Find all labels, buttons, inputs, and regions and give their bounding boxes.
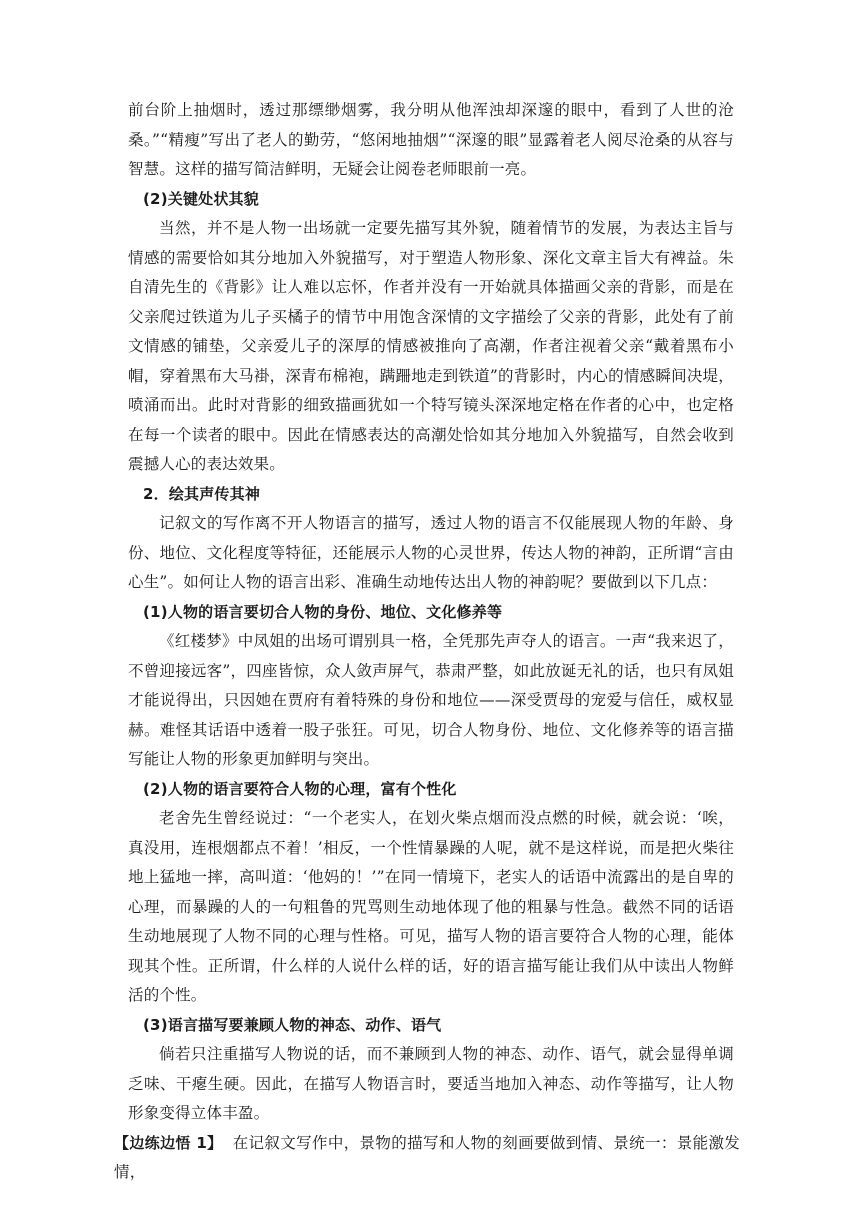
- paragraph-2: 当然，并不是人物一出场就一定要先描写其外貌，随着情节的发展，为表达主旨与情感的需要恰如其分地加入外貌描写，对于塑造人物形象、深化文章主旨大有裨益。朱自清先生的《背影》让人难以忘怀，作者并没有一开始就具体描画父亲的背影，而是在父亲爬过铁道为儿子买橘子的情节中用饱含深情的文字描绘了父亲的背影，此处有了前文情感的铺垫，父亲爱儿子的深厚的情感被推向了高潮，作者注视着父亲“戴着黑布小帽，穿着黑布大马褂，深青布棉袍，蹒跚地走到铁道”的背影时，内心的情感瞬间决堤，喷涌而出。此时对背影的细致描画犹如一个特写镜头深深地定格在作者的心中，也定格在每一个读者的眼中。因此在情感表达的高潮处恰如其分地加入外貌描写，自然会收到震撼人心的表达效果。: [128, 219, 734, 473]
- paragraph-4: 《红楼梦》中凤姐的出场可谓别具一格，全凭那先声夺人的语言。一声“我来迟了，不曾迎接远客”，四座皆惊，众人敛声屏气，恭肃严整，如此放诞无礼的话，也只有凤姐才能说得出，只因她在贾府有着特殊的身份和地位——深受贾母的宠爱与信任，威权显赫。难怪其话语中透着一股子张狂。可见，切合人物身份、地位、文化修养等的语言描写能让人物的形象更加鲜明与突出。: [128, 632, 734, 768]
- paragraph-3: 记叙文的写作离不开人物语言的描写，透过人物的语言不仅能展现人物的年龄、身份、地位、文化程度等特征，还能展示人物的心灵世界，传达人物的神韵，正所谓“言由心生”。如何让人物的语言出彩、准确生动地传达出人物的神韵呢？要做到以下几点：: [128, 514, 734, 591]
- exercise-text: 在记叙文写作中，景物的描写和人物的刻画要做到情、景统一：景能激发情，: [114, 1133, 740, 1181]
- subheading-psychology: (2)人物的语言要符合人物的心理，富有个性化: [143, 779, 457, 798]
- exercise-line: [114, 1129, 740, 1188]
- subheading-appearance-key-point: (2)关键处状其貌: [143, 189, 259, 208]
- exercise-label: 【边练边悟 1】: [114, 1133, 223, 1152]
- paragraph-1: 前台阶上抽烟时，透过那缥缈烟雾，我分明从他浑浊却深邃的眼中，看到了人世的沧桑。”“精瘦”写出了老人的勤劳，“悠闲地抽烟”“深邃的眼”显露着老人阅尽沧桑的从容与智慧。这样的描写简洁鲜明，无疑会让阅卷老师眼前一亮。: [128, 101, 734, 178]
- document-page: [114, 96, 740, 1188]
- subheading-manner: (3)语言描写要兼顾人物的神态、动作、语气: [143, 1015, 442, 1034]
- paragraph-5: 老舍先生曾经说过：“一个老实人，在划火柴点烟而没点燃的时候，就会说：‘唉，真没用，连根烟都点不着！’相反，一个性情暴躁的人呢，就不是这样说，而是把火柴往地上猛地一摔，高叫道：‘他妈的！’”在同一情境下，老实人的话语中流露出的是自卑的心理，而暴躁的人的一句粗鲁的咒骂则生动地体现了他的粗暴与性急。截然不同的话语生动地展现了人物不同的心理与性格。可见，描写人物的语言要符合人物的心理，能体现其个性。正所谓，什么样的人说什么样的话，好的语言描写能让我们从中读出人物鲜活的个性。: [128, 809, 734, 1004]
- section-heading-voice: 2．绘其声传其神: [143, 484, 261, 503]
- paragraph-6: 倘若只注重描写人物说的话，而不兼顾到人物的神态、动作、语气，就会显得单调乏味、干瘪生硬。因此，在描写人物语言时，要适当地加入神态、动作等描写，让人物形象变得立体丰盈。: [128, 1045, 734, 1122]
- subheading-identity: (1)人物的语言要切合人物的身份、地位、文化修养等: [143, 602, 503, 621]
